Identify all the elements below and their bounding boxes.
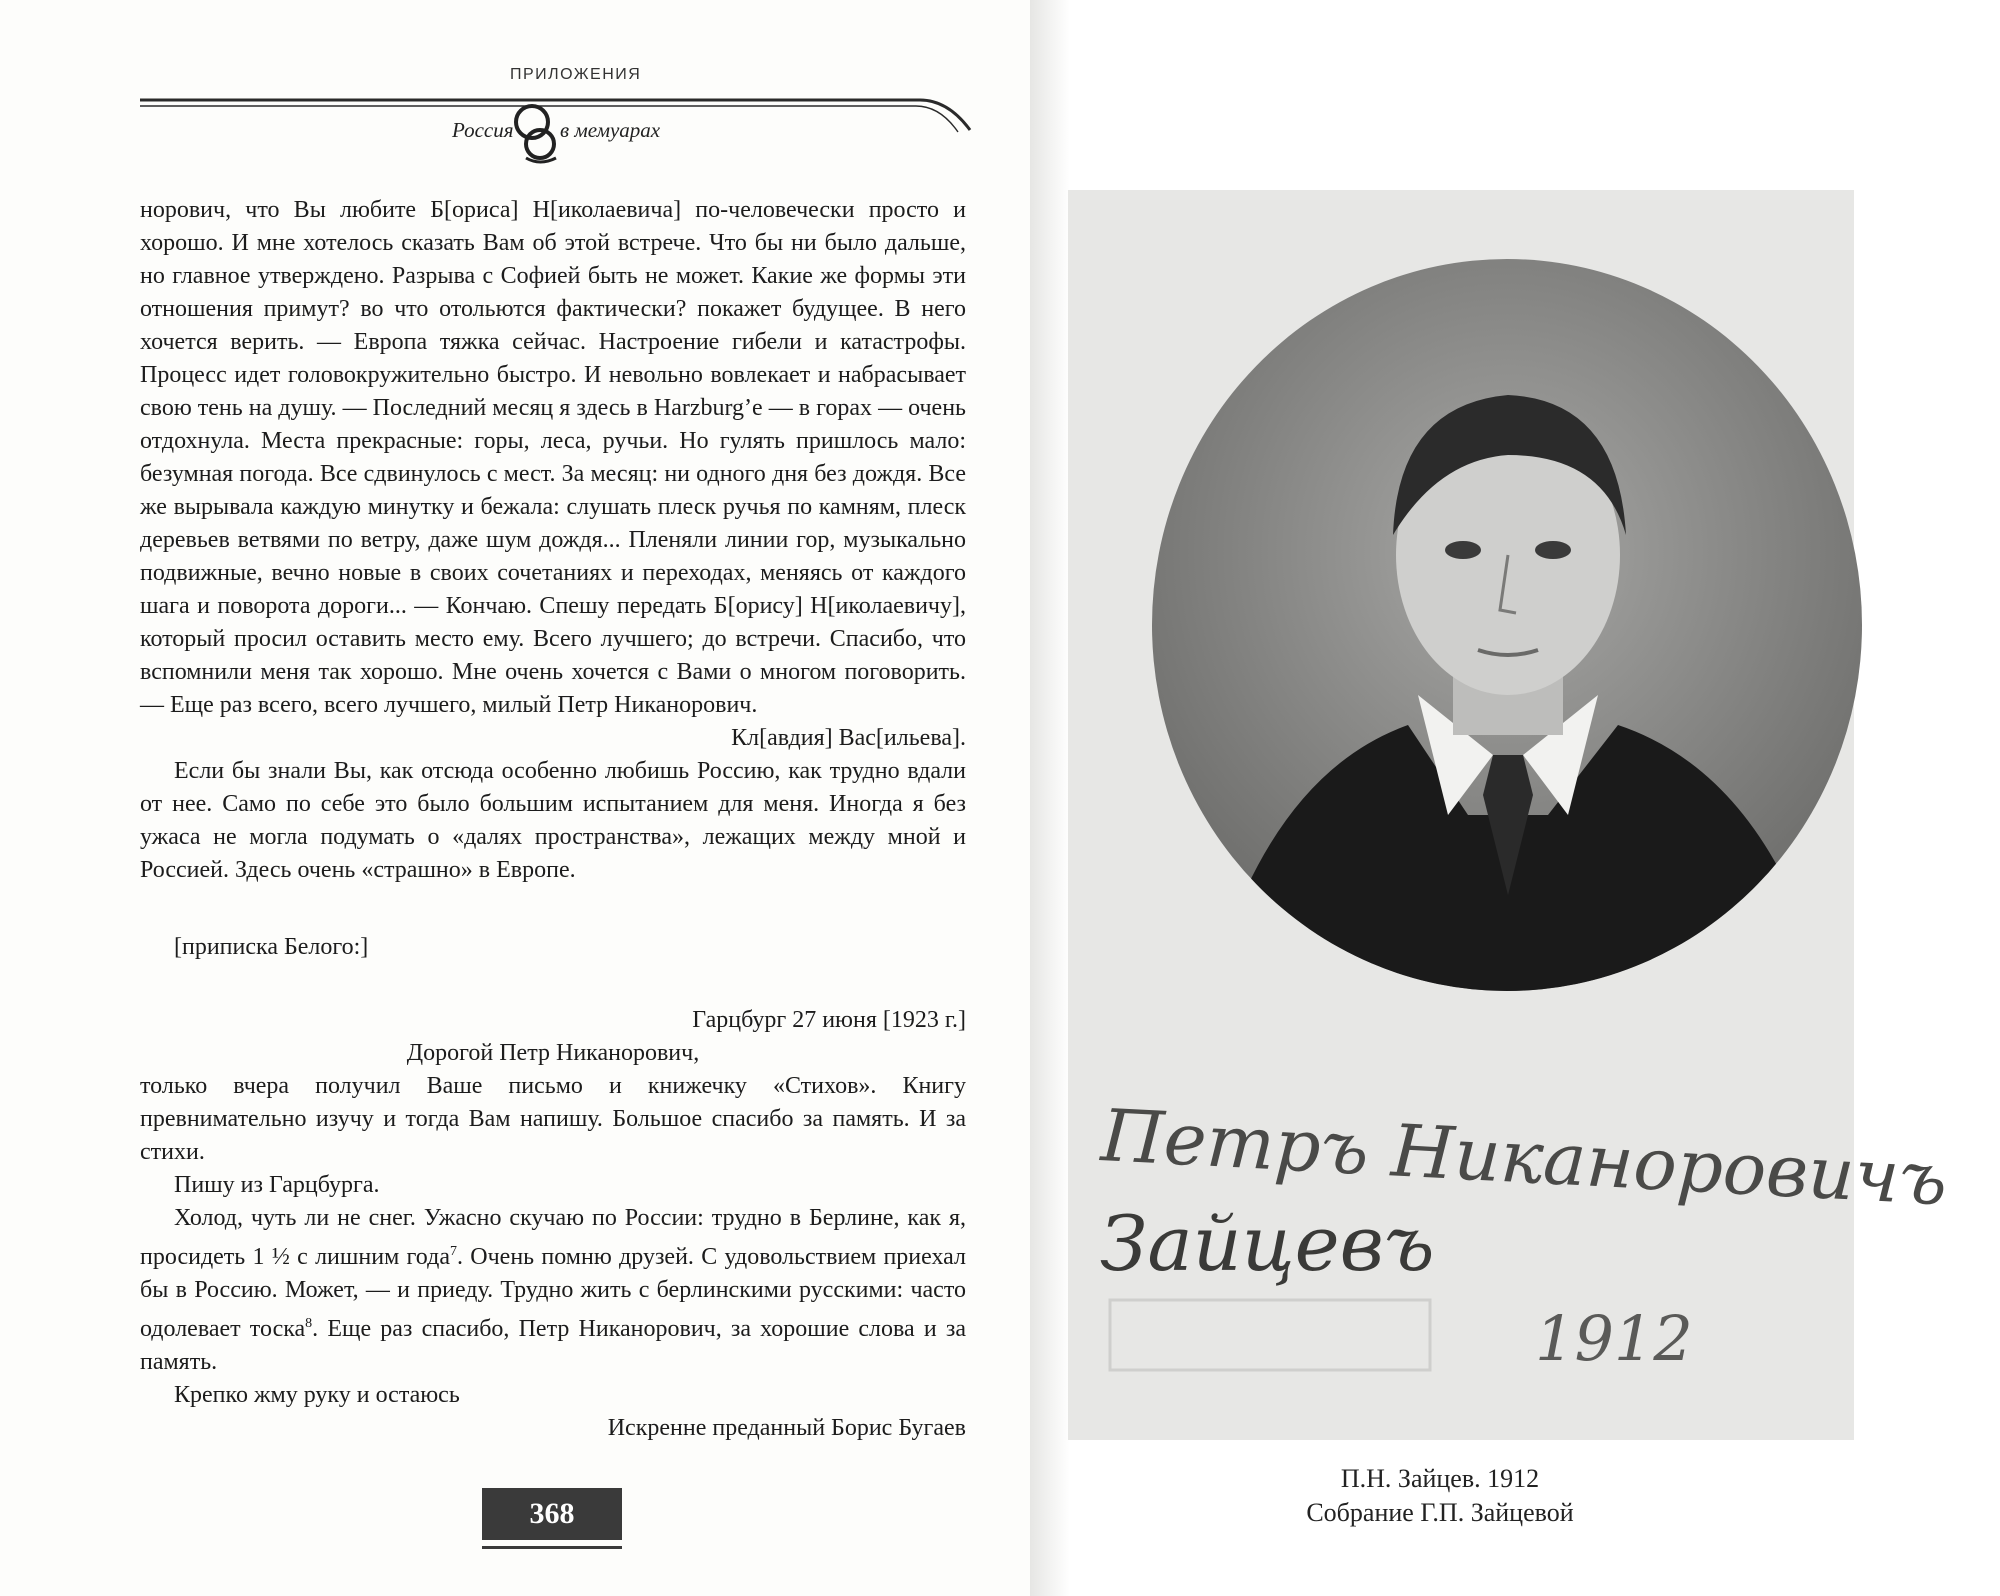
photo-caption [1240,1462,1640,1530]
page-body [140,194,966,1445]
letter-paragraph: норович, что Вы любите Б[ориса] Н[иколаевича] по-человечески просто и хорошо. И мне хотелось сказать Вам об этой встрече. Что бы ни было дальше, но главное утверждено. Разрыва с Софией быть не может. Какие же формы эти отношения примут? во что отольются фактически? покажет будущее. В него хочется верить. — Европа тяжка сейчас. Настроение гибели и катастрофы. Процесс идет головокружительно быстро. И невольно вовлекает и набрасывает свою тень на душу. — Последний месяц я здесь в Harzburg’e — в горах — очень отдохнула. Места прекрасные: горы, леса, ручьи. Но гулять пришлось мало: безумная погода. Все сдвинулось с мест. За месяц: ни одного дня без дождя. Все же вырывала каждую минутку и бежала: слушать плеск ручья по камням, плеск деревьев ветвями по ветру, даже шум дождя... Пленяли линии гор, музыкально подвижные, вечно новые в своих сочетаниях и переходах, меняясь от каждого шага и поворота дороги... — Кончаю. Спешу передать Б[орису] Н[иколаевичу], который просил оставить место ему. Всего лучшего; до встречи. Спасибо, что вспомнили меня так хорошо. Мне очень хочется с Вами о многом поговорить. — Еще раз всего, всего лучшего, милый Петр Никанорович. [140,197,966,718]
letter-paragraph [140,1202,966,1379]
running-head: ПРИЛОЖЕНИЯ [510,66,642,83]
portrait-photo [1148,255,1866,995]
text-segment: . Очень помню друзей. С удовольствием приехал бы в Россию. Может, — и приеду. Трудно жить с берлинскими русскими: часто одолевает тоска [140,1244,966,1342]
footnote-ref[interactable]: 8 [305,1316,313,1331]
letter-paragraph: только вчера получил Ваше письмо и книжечку «Стихов». Книгу превнимательно изучу и тогда Вам напишу. Большое спасибо за память. И за стихи. [140,1073,966,1165]
letter-signature: Искренне преданный Борис Бугаев [607,1415,966,1441]
inscription-year: 1912 [1535,1302,1693,1375]
book-gutter [1030,0,1070,1596]
inscription-surname: Зайцевъ [1100,1199,1435,1288]
handwritten-inscription [1090,1060,1950,1390]
letter-closing: Крепко жму руку и остаюсь [174,1382,460,1408]
text-segment: Холод, чуть ли не снег. Ужасно скучаю по России: трудно в Берлине, как я, просидеть 1 ½ с лишним года [140,1205,966,1270]
postscript-label: [приписка Белого:] [174,934,369,960]
caption-line: Собрание Г.П. Зайцевой [1306,1498,1574,1527]
letter-place-date: Гарцбург 27 июня [1923 г.] [692,1007,966,1033]
page-number-rule [482,1546,622,1549]
page-number: 368 [482,1488,622,1540]
inscription-name: Петръ Никаноровичъ [1099,1093,1950,1222]
footnote-ref[interactable]: 7 [449,1244,457,1259]
letter-postscript: Если бы знали Вы, как отсюда особенно любишь Россию, как трудно вдали от нее. Само по себе это было большим испытанием для меня. Иногда я без ужаса не могла подумать о «далях пространства», лежащих между мной и Россией. Здесь очень «страшно» в Европе. [140,758,966,883]
letter-salutation: Дорогой Петр Никанорович, [406,1040,700,1066]
caption-line: П.Н. Зайцев. 1912 [1340,1464,1540,1493]
letter-signature: Кл[авдия] Вас[ильева]. [731,725,966,751]
text-segment: . Еще раз спасибо, Петр Никанорович, за хорошие слова и за память. [140,1316,966,1375]
series-title-right: в мемуарах [560,118,661,142]
series-title-left: Россия [452,118,514,142]
letter-paragraph: Пишу из Гарцбурга. [174,1172,380,1198]
